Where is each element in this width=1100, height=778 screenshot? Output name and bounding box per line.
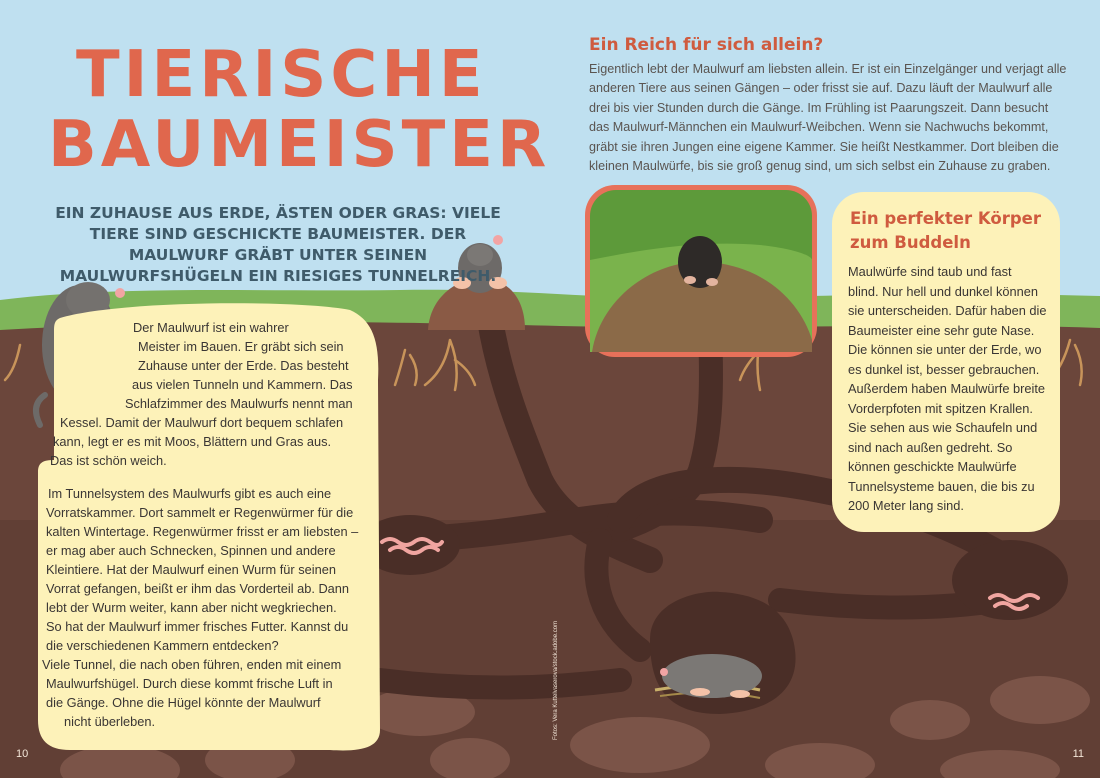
text-line: die Gänge. Ohne die Hügel könnte der Maulwurf: [46, 695, 321, 710]
text-line: So hat der Maulwurf immer frisches Futter. Kannst du: [46, 619, 349, 634]
section-heading: Ein Reich für sich allein?: [589, 35, 824, 55]
text-line: Tunnelsysteme bauen, die bis zu: [848, 478, 1035, 494]
text-line: kann, legt er es mit Moos, Blättern und Gras aus.: [53, 434, 332, 449]
photo-credit: Fotos: Vera Kuttelvaserova/stock.adobe.com: [553, 620, 559, 740]
storage-chamber-right: [952, 540, 1068, 620]
text-line: Vorrat gefangen, beißt er ihm das Vorderteil ab. Dann: [46, 581, 350, 596]
text-line: nicht überleben.: [64, 714, 156, 729]
text-line: Die können sie unter der Erde, wo: [848, 342, 1042, 357]
text-line: Meister im Bauen. Er gräbt sich sein: [138, 339, 344, 354]
text-line: lebt der Wurm weiter, kann aber nicht wegkriechen.: [46, 600, 337, 615]
text-line: Schlafzimmer des Maulwurfs nennt man: [125, 396, 353, 411]
info-card-title: [850, 207, 1050, 255]
text-line: sind nach außen gedreht. So: [848, 439, 1013, 455]
text-line: Eigentlich lebt der Maulwurf am liebsten allein. Er ist ein Einzelgänger und verjagt alle: [589, 62, 1067, 76]
text-line: Zuhause unter der Erde. Das besteht: [138, 358, 349, 373]
text-line: gräbt sie ihren Jungen eine eigene Kammer. Sie heißt Nestkammer. Dort bleiben die: [589, 139, 1059, 154]
text-line: können geschickte Maulwürfe: [848, 459, 1017, 474]
title-line-1: TIERISCHE: [76, 38, 487, 112]
card-title-line-2: zum Buddeln: [850, 233, 971, 252]
text-line: Sie sehen aus wie Schaufeln und: [848, 420, 1038, 435]
text-line: kleinen Maulwürfe, bis sie groß genug sind, um sich selbst ein Zuhause zu graben.: [589, 159, 1051, 174]
text-line: anderen Tiere aus seinen Gängen – oder frisst sie auf. Dazu läuft der Maulwurf alle: [589, 81, 1053, 96]
text-line: Kessel. Damit der Maulwurf dort bequem schlafen: [60, 415, 344, 430]
text-line: das Maulwurf-Männchen ein Maulwurf-Weibchen. Wenn sie Nachwuchs bekommt,: [589, 120, 1049, 135]
text-line: die verschiedenen Kammern entdecken?: [46, 638, 279, 653]
text-line: Kleintiere. Hat der Maulwurf einen Wurm für seinen: [46, 562, 336, 577]
text-line: blind. Nur hell und dunkel können: [848, 283, 1038, 299]
page-subtitle: EIN ZUHAUSE AUS ERDE, ÄSTEN ODER GRAS: VIELE TIERE SIND GESCHICKTE BAUMEISTER. DER MAULWURF GRÄBT UNTER SEINEN MAULWURFSHÜGELN EIN RIESIGES TUNNELREICH.: [55, 204, 501, 285]
page-number-right: 11: [1072, 748, 1084, 760]
mole-photo: [590, 190, 812, 352]
text-line: Maulwurfshügel. Durch diese kommt frische Luft in: [46, 676, 333, 691]
section-body: [589, 60, 1077, 176]
page-number-left: 10: [16, 748, 29, 760]
text-line: es dunkel ist, besser gebrauchen.: [848, 361, 1040, 377]
tunnel-paragraph: [42, 484, 376, 731]
text-line: aus vielen Tunneln und Kammern. Das: [132, 377, 353, 392]
text-line: Außerdem haben Maulwürfe breite: [848, 381, 1046, 396]
text-line: Viele Tunnel, die nach oben führen, enden mit einem: [42, 657, 342, 672]
text-line: 200 Meter lang sind.: [848, 498, 964, 513]
intro-paragraph: [50, 318, 380, 470]
text-line: drei bis vier Stunden durch die Gänge. Im Frühling ist Paarungszeit. Dann besucht: [589, 100, 1049, 115]
text-line: er mag aber auch Schnecken, Spinnen und andere: [46, 543, 336, 558]
text-line: Im Tunnelsystem des Maulwurfs gibt es auch eine: [48, 486, 332, 501]
text-line: Vorratskammer. Dort sammelt er Regenwürmer für die: [46, 505, 354, 520]
card-title-line-1: Ein perfekter Körper: [850, 209, 1041, 228]
text-line: Maulwürfe sind taub und fast: [848, 264, 1012, 279]
text-line: sie unterscheiden. Dafür haben die: [848, 303, 1047, 318]
info-card-body: [848, 262, 1058, 516]
page-title: [48, 38, 558, 182]
text-line: Der Maulwurf ist ein wahrer: [133, 320, 289, 335]
title-line-2: BAUMEISTER: [48, 108, 551, 182]
text-line: Vorderpfoten mit spitzen Krallen.: [848, 400, 1033, 416]
text-line: Baumeister eine sehr gute Nase.: [848, 322, 1035, 338]
text-line: Das ist schön weich.: [50, 453, 167, 468]
text-line: kalten Wintertage. Regenwürmer frisst er am liebsten –: [46, 524, 359, 539]
